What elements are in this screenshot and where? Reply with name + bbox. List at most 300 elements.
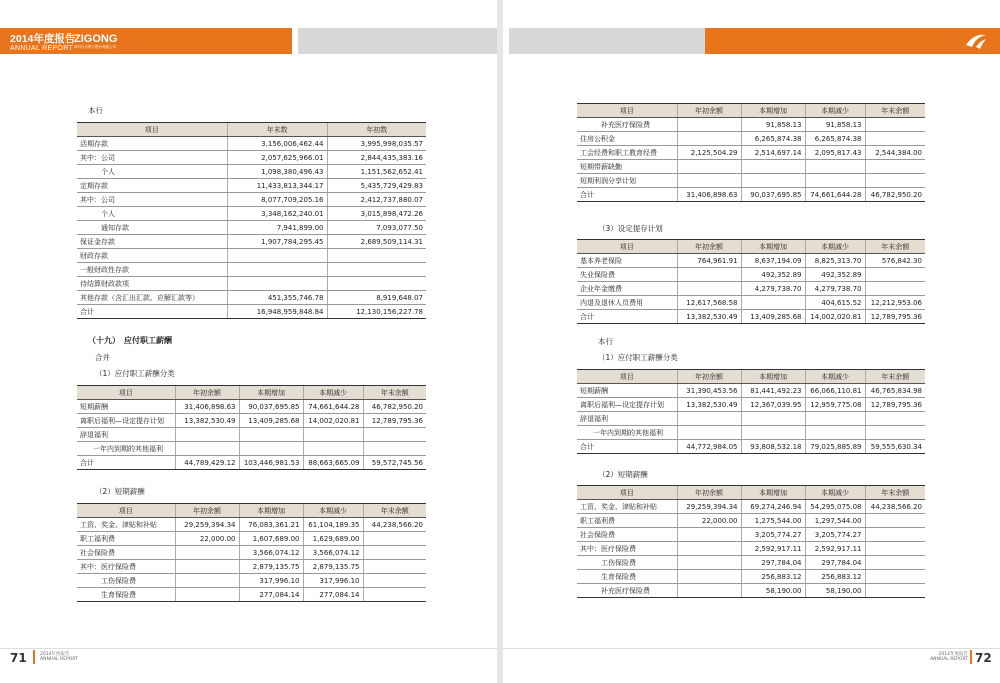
row-label: 基本养老保险 <box>577 254 677 268</box>
header-bar-orange <box>705 28 1000 54</box>
row-label: 其中：医疗保险费 <box>577 542 677 556</box>
table-row <box>577 132 925 146</box>
cell-value: 576,842.30 <box>865 254 925 268</box>
table-row <box>77 165 426 179</box>
cell-value: 5,435,729,429.83 <box>327 179 426 193</box>
cell-value: 6,265,874.38 <box>741 132 805 146</box>
cell-value <box>227 249 327 263</box>
row-label: 社会保险费 <box>77 546 175 560</box>
cell-value: 2,544,384.00 <box>865 146 925 160</box>
row-label: 生育保险费 <box>77 588 175 602</box>
cell-value: 2,879,135.75 <box>303 560 363 574</box>
table-row <box>77 518 426 532</box>
cell-value: 317,996.10 <box>303 574 363 588</box>
cell-value: 46,782,950.20 <box>865 188 925 202</box>
table-row <box>77 532 426 546</box>
cell-value <box>865 542 925 556</box>
cell-value: 317,996.10 <box>239 574 303 588</box>
table-row <box>77 221 426 235</box>
column-header: 本期减少 <box>805 486 865 500</box>
cell-value: 764,961.91 <box>677 254 741 268</box>
subsection-1: （1）应付职工薪酬分类 <box>95 369 175 378</box>
row-label: 工资、奖金、津贴和补贴 <box>77 518 175 532</box>
header-bar-grey <box>298 28 497 54</box>
cell-value: 256,883.12 <box>741 570 805 584</box>
column-header: 本期减少 <box>303 386 363 400</box>
row-label: 合计 <box>577 188 677 202</box>
cell-value <box>175 428 239 442</box>
cell-value <box>327 277 426 291</box>
row-label: 合计 <box>577 440 677 454</box>
cell-value: 2,057,625,966.01 <box>227 151 327 165</box>
cell-value <box>865 528 925 542</box>
cell-value: 58,190.00 <box>805 584 865 598</box>
row-label: 离职后福利—设定提存计划 <box>77 414 175 428</box>
column-header: 年初余额 <box>175 504 239 518</box>
cell-value: 46,765,834.98 <box>865 384 925 398</box>
row-label: 短期薪酬 <box>577 384 677 398</box>
label-merge: 合并 <box>95 353 110 362</box>
cell-value: 1,151,562,652.41 <box>327 165 426 179</box>
table-row <box>577 584 925 598</box>
cell-value: 93,808,532.18 <box>741 440 805 454</box>
cell-value <box>363 588 426 602</box>
row-label: 职工福利费 <box>577 514 677 528</box>
cell-value: 22,000.00 <box>677 514 741 528</box>
brand-subtitle: 四川自贡银行股份有限公司 <box>74 45 116 49</box>
table-row <box>77 263 426 277</box>
cell-value <box>363 428 426 442</box>
cell-value: 277,084.14 <box>239 588 303 602</box>
cell-value <box>741 426 805 440</box>
cell-value: 256,883.12 <box>805 570 865 584</box>
row-label: 个人 <box>77 207 227 221</box>
row-label: 短期薪酬 <box>77 400 175 414</box>
footer-text: 2014年度报告 ANNUAL REPORT <box>40 652 78 663</box>
cell-value: 12,789,795.36 <box>363 414 426 428</box>
cell-value: 12,367,039.95 <box>741 398 805 412</box>
footer-text: 2014年度报告 ANNUAL REPORT <box>930 652 968 663</box>
cell-value: 66,066,110.81 <box>805 384 865 398</box>
cell-value <box>327 249 426 263</box>
cell-value: 91,858.13 <box>741 118 805 132</box>
cell-value <box>865 160 925 174</box>
cell-value: 44,789,429.12 <box>175 456 239 470</box>
table-row <box>77 179 426 193</box>
cell-value <box>227 277 327 291</box>
cell-value <box>805 412 865 426</box>
cell-value: 297,784.04 <box>805 556 865 570</box>
cell-value <box>865 570 925 584</box>
cell-value: 2,412,737,880.07 <box>327 193 426 207</box>
cell-value <box>239 442 303 456</box>
table-row <box>577 556 925 570</box>
column-header: 项目 <box>577 104 677 118</box>
page-number-bar <box>970 650 972 664</box>
cell-value: 8,637,194.09 <box>741 254 805 268</box>
cell-value <box>865 268 925 282</box>
cell-value: 13,409,285.68 <box>741 310 805 324</box>
table-row <box>577 514 925 528</box>
table-row <box>577 542 925 556</box>
cell-value: 2,844,435,383.16 <box>327 151 426 165</box>
table-row <box>577 188 925 202</box>
cell-value <box>303 442 363 456</box>
header-bar-grey <box>509 28 705 54</box>
table-row <box>77 414 426 428</box>
cell-value: 12,959,775.08 <box>805 398 865 412</box>
label-bank: 本行 <box>88 106 103 115</box>
cell-value: 8,077,709,205.16 <box>227 193 327 207</box>
cell-value: 2,879,135.75 <box>239 560 303 574</box>
cell-value <box>677 584 741 598</box>
row-label: 工资、奖金、津贴和补贴 <box>577 500 677 514</box>
cell-value <box>865 282 925 296</box>
cell-value: 6,265,874.38 <box>805 132 865 146</box>
cell-value: 3,995,998,035.57 <box>327 137 426 151</box>
cell-value <box>677 570 741 584</box>
row-label: 工伤保险费 <box>577 556 677 570</box>
column-header: 年初数 <box>327 123 426 137</box>
table-row <box>77 207 426 221</box>
row-label: 工伤保险费 <box>77 574 175 588</box>
row-label: 短期带薪缺勤 <box>577 160 677 174</box>
row-label: 通知存款 <box>77 221 227 235</box>
cell-value: 14,002,020.81 <box>303 414 363 428</box>
cell-value: 2,514,697.14 <box>741 146 805 160</box>
row-label: 活期存款 <box>77 137 227 151</box>
cell-value: 69,274,246.94 <box>741 500 805 514</box>
cell-value: 61,104,189.35 <box>303 518 363 532</box>
cell-value: 46,782,950.20 <box>363 400 426 414</box>
row-label: 短期利润分享计划 <box>577 174 677 188</box>
row-label: 一年内到期的其他福利 <box>77 442 175 456</box>
row-label: 保证金存款 <box>77 235 227 249</box>
cell-value: 1,098,380,496.43 <box>227 165 327 179</box>
column-header: 本期减少 <box>303 504 363 518</box>
page-number-bar <box>33 650 35 664</box>
cell-value: 29,259,394.34 <box>677 500 741 514</box>
row-label: 合计 <box>77 456 175 470</box>
cell-value: 3,348,162,240.01 <box>227 207 327 221</box>
page-number: 71 <box>10 651 27 665</box>
column-header: 年末余额 <box>865 104 925 118</box>
cell-value: 3,566,074.12 <box>239 546 303 560</box>
column-header: 本期增加 <box>239 504 303 518</box>
column-header: 本期增加 <box>741 486 805 500</box>
year-title: 2014年度报告 <box>10 33 76 45</box>
cell-value: 4,279,738.70 <box>741 282 805 296</box>
bank-salary-class-table <box>577 369 925 454</box>
cell-value <box>363 442 426 456</box>
cell-value <box>363 546 426 560</box>
cell-value: 3,566,074.12 <box>303 546 363 560</box>
defined-plan-table <box>577 239 925 324</box>
row-label: 合计 <box>577 310 677 324</box>
cell-value <box>865 412 925 426</box>
column-header: 项目 <box>77 386 175 400</box>
cell-value: 44,238,566.20 <box>363 518 426 532</box>
row-label: 生育保险费 <box>577 570 677 584</box>
cell-value <box>175 442 239 456</box>
table-row <box>577 310 925 324</box>
table-row <box>77 137 426 151</box>
cell-value <box>741 160 805 174</box>
cell-value: 404,615.52 <box>805 296 865 310</box>
row-label: 企业年金缴费 <box>577 282 677 296</box>
table-row <box>577 426 925 440</box>
cell-value: 31,390,453.56 <box>677 384 741 398</box>
column-header: 年末余额 <box>363 504 426 518</box>
cell-value: 8,825,313.70 <box>805 254 865 268</box>
cell-value: 492,352.89 <box>805 268 865 282</box>
cell-value: 90,037,695.85 <box>741 188 805 202</box>
cell-value: 44,772,984.05 <box>677 440 741 454</box>
cell-value: 13,382,530.49 <box>677 310 741 324</box>
cell-value <box>741 412 805 426</box>
cell-value: 2,125,504.29 <box>677 146 741 160</box>
cell-value: 277,084.14 <box>303 588 363 602</box>
column-header: 年末数 <box>227 123 327 137</box>
cell-value <box>303 428 363 442</box>
column-header: 本期增加 <box>741 240 805 254</box>
cell-value <box>175 546 239 560</box>
cell-value <box>175 588 239 602</box>
row-label: 其中：公司 <box>77 151 227 165</box>
table-row <box>77 249 426 263</box>
table-row <box>77 151 426 165</box>
row-label: 离职后福利—设定提存计划 <box>577 398 677 412</box>
cell-value: 7,941,899.00 <box>227 221 327 235</box>
short-term-continued-table <box>577 103 925 202</box>
cell-value: 451,355,746.78 <box>227 291 327 305</box>
cell-value: 7,093,077.50 <box>327 221 426 235</box>
cell-value: 1,275,544.00 <box>741 514 805 528</box>
column-header: 年末余额 <box>363 386 426 400</box>
table-row <box>577 174 925 188</box>
table-row <box>77 428 426 442</box>
footer-rule <box>0 648 497 649</box>
cell-value: 22,000.00 <box>175 532 239 546</box>
table-row <box>77 291 426 305</box>
cell-value <box>677 268 741 282</box>
section-heading: （十九） 应付职工薪酬 <box>88 336 172 345</box>
subsection-3: （3）设定提存计划 <box>598 224 663 233</box>
table-row <box>77 235 426 249</box>
cell-value <box>227 263 327 277</box>
table-row <box>77 277 426 291</box>
cell-value <box>805 426 865 440</box>
row-label: 补充医疗保险费 <box>577 118 677 132</box>
row-label: 职工福利费 <box>77 532 175 546</box>
column-header: 年末余额 <box>865 240 925 254</box>
cell-value <box>677 160 741 174</box>
row-label: 失业保险费 <box>577 268 677 282</box>
cell-value: 3,015,898,472.26 <box>327 207 426 221</box>
cell-value <box>865 118 925 132</box>
column-header: 项目 <box>577 240 677 254</box>
salary-class-table <box>77 385 426 470</box>
cell-value <box>677 556 741 570</box>
cell-value: 1,607,689.00 <box>239 532 303 546</box>
row-label: 辞退福利 <box>77 428 175 442</box>
table-row <box>77 442 426 456</box>
cell-value <box>677 282 741 296</box>
cell-value: 1,297,544.00 <box>805 514 865 528</box>
table-row <box>77 305 426 319</box>
cell-value: 3,205,774.27 <box>741 528 805 542</box>
cell-value: 11,433,813,344.17 <box>227 179 327 193</box>
cell-value: 1,629,689.00 <box>303 532 363 546</box>
cell-value: 88,663,665.09 <box>303 456 363 470</box>
column-header: 项目 <box>77 504 175 518</box>
row-label: 一般财政性存款 <box>77 263 227 277</box>
column-header: 项目 <box>77 123 227 137</box>
right-page <box>503 0 1000 683</box>
cell-value: 29,259,394.34 <box>175 518 239 532</box>
row-label: 待结算财政款项 <box>77 277 227 291</box>
table-row <box>577 412 925 426</box>
cell-value <box>175 574 239 588</box>
row-label: 合计 <box>77 305 227 319</box>
table-row <box>577 398 925 412</box>
row-label: 住房公积金 <box>577 132 677 146</box>
row-label: 内退及退休人员费用 <box>577 296 677 310</box>
cell-value <box>677 528 741 542</box>
cell-value <box>363 532 426 546</box>
bank-short-term-table <box>577 485 925 598</box>
label-bank: 本行 <box>598 337 613 346</box>
cell-value <box>677 174 741 188</box>
cell-value: 2,592,917.11 <box>741 542 805 556</box>
row-label: 其中：公司 <box>77 193 227 207</box>
cell-value: 2,095,817.43 <box>805 146 865 160</box>
cell-value <box>865 174 925 188</box>
cell-value: 16,948,959,848.84 <box>227 305 327 319</box>
report-logo <box>10 33 118 52</box>
cell-value <box>865 132 925 146</box>
table-row <box>77 456 426 470</box>
cell-value <box>741 174 805 188</box>
row-label: 定期存款 <box>77 179 227 193</box>
cell-value <box>865 584 925 598</box>
table-row <box>577 384 925 398</box>
cell-value <box>677 412 741 426</box>
table-row <box>77 193 426 207</box>
cell-value: 76,083,361.21 <box>239 518 303 532</box>
table-row <box>77 560 426 574</box>
cell-value <box>363 574 426 588</box>
cell-value: 81,441,492.23 <box>741 384 805 398</box>
cell-value: 54,295,075.08 <box>805 500 865 514</box>
brand-name: ZIGONG <box>74 33 118 45</box>
cell-value: 2,689,509,114.31 <box>327 235 426 249</box>
column-header: 本期减少 <box>805 104 865 118</box>
table-row <box>577 160 925 174</box>
column-header: 年初余额 <box>677 104 741 118</box>
cell-value: 12,617,568.58 <box>677 296 741 310</box>
row-label: 社会保险费 <box>577 528 677 542</box>
row-label: 一年内到期的其他福利 <box>577 426 677 440</box>
cell-value: 103,446,981.53 <box>239 456 303 470</box>
cell-value: 13,409,285.68 <box>239 414 303 428</box>
cell-value: 3,205,774.27 <box>805 528 865 542</box>
cell-value: 12,130,156,227.78 <box>327 305 426 319</box>
footer-rule <box>503 648 1000 649</box>
page-number: 72 <box>975 651 992 665</box>
column-header: 项目 <box>577 486 677 500</box>
table-row <box>577 118 925 132</box>
cell-value: 4,279,738.70 <box>805 282 865 296</box>
cell-value: 90,037,695.85 <box>239 400 303 414</box>
cell-value: 59,572,745.56 <box>363 456 426 470</box>
cell-value <box>677 542 741 556</box>
cell-value: 58,190.00 <box>741 584 805 598</box>
row-label: 辞退福利 <box>577 412 677 426</box>
cell-value: 44,238,566.20 <box>865 500 925 514</box>
cell-value <box>741 296 805 310</box>
annual-report-label: ANNUAL REPORT <box>10 44 74 52</box>
subsection-2: （2）短期薪酬 <box>95 487 145 496</box>
table-row <box>577 570 925 584</box>
cell-value: 31,406,898.63 <box>677 188 741 202</box>
cell-value: 2,592,917.11 <box>805 542 865 556</box>
row-label: 其他存款（含汇出汇款、应解汇款等） <box>77 291 227 305</box>
cell-value: 8,919,648.07 <box>327 291 426 305</box>
cell-value <box>677 118 741 132</box>
table-row <box>577 282 925 296</box>
cell-value <box>865 556 925 570</box>
left-page <box>0 0 497 683</box>
cell-value: 12,789,795.36 <box>865 398 925 412</box>
cell-value: 14,002,020.81 <box>805 310 865 324</box>
column-header: 年初余额 <box>677 240 741 254</box>
short-term-table <box>77 503 426 602</box>
cell-value <box>327 263 426 277</box>
cell-value: 1,907,784,295.45 <box>227 235 327 249</box>
column-header: 本期减少 <box>805 370 865 384</box>
cell-value: 492,352.89 <box>741 268 805 282</box>
column-header: 年初余额 <box>677 370 741 384</box>
column-header: 项目 <box>577 370 677 384</box>
cell-value: 79,025,885.89 <box>805 440 865 454</box>
cell-value: 31,406,898.63 <box>175 400 239 414</box>
cell-value: 74,661,644.28 <box>303 400 363 414</box>
table-row <box>77 546 426 560</box>
column-header: 本期增加 <box>741 370 805 384</box>
cell-value <box>363 560 426 574</box>
table-row <box>577 254 925 268</box>
deposit-table <box>77 122 426 319</box>
row-label: 补充医疗保险费 <box>577 584 677 598</box>
column-header: 年末余额 <box>865 486 925 500</box>
table-row <box>577 146 925 160</box>
cell-value: 59,555,630.34 <box>865 440 925 454</box>
row-label: 工会经费和职工教育经费 <box>577 146 677 160</box>
column-header: 年末余额 <box>865 370 925 384</box>
table-row <box>577 268 925 282</box>
row-label: 个人 <box>77 165 227 179</box>
cell-value: 13,382,530.49 <box>175 414 239 428</box>
cell-value: 12,212,953.06 <box>865 296 925 310</box>
cell-value <box>239 428 303 442</box>
table-row <box>77 400 426 414</box>
cell-value <box>677 132 741 146</box>
table-row <box>77 588 426 602</box>
table-row <box>577 500 925 514</box>
cell-value: 3,156,006,462.44 <box>227 137 327 151</box>
column-header: 年初余额 <box>677 486 741 500</box>
